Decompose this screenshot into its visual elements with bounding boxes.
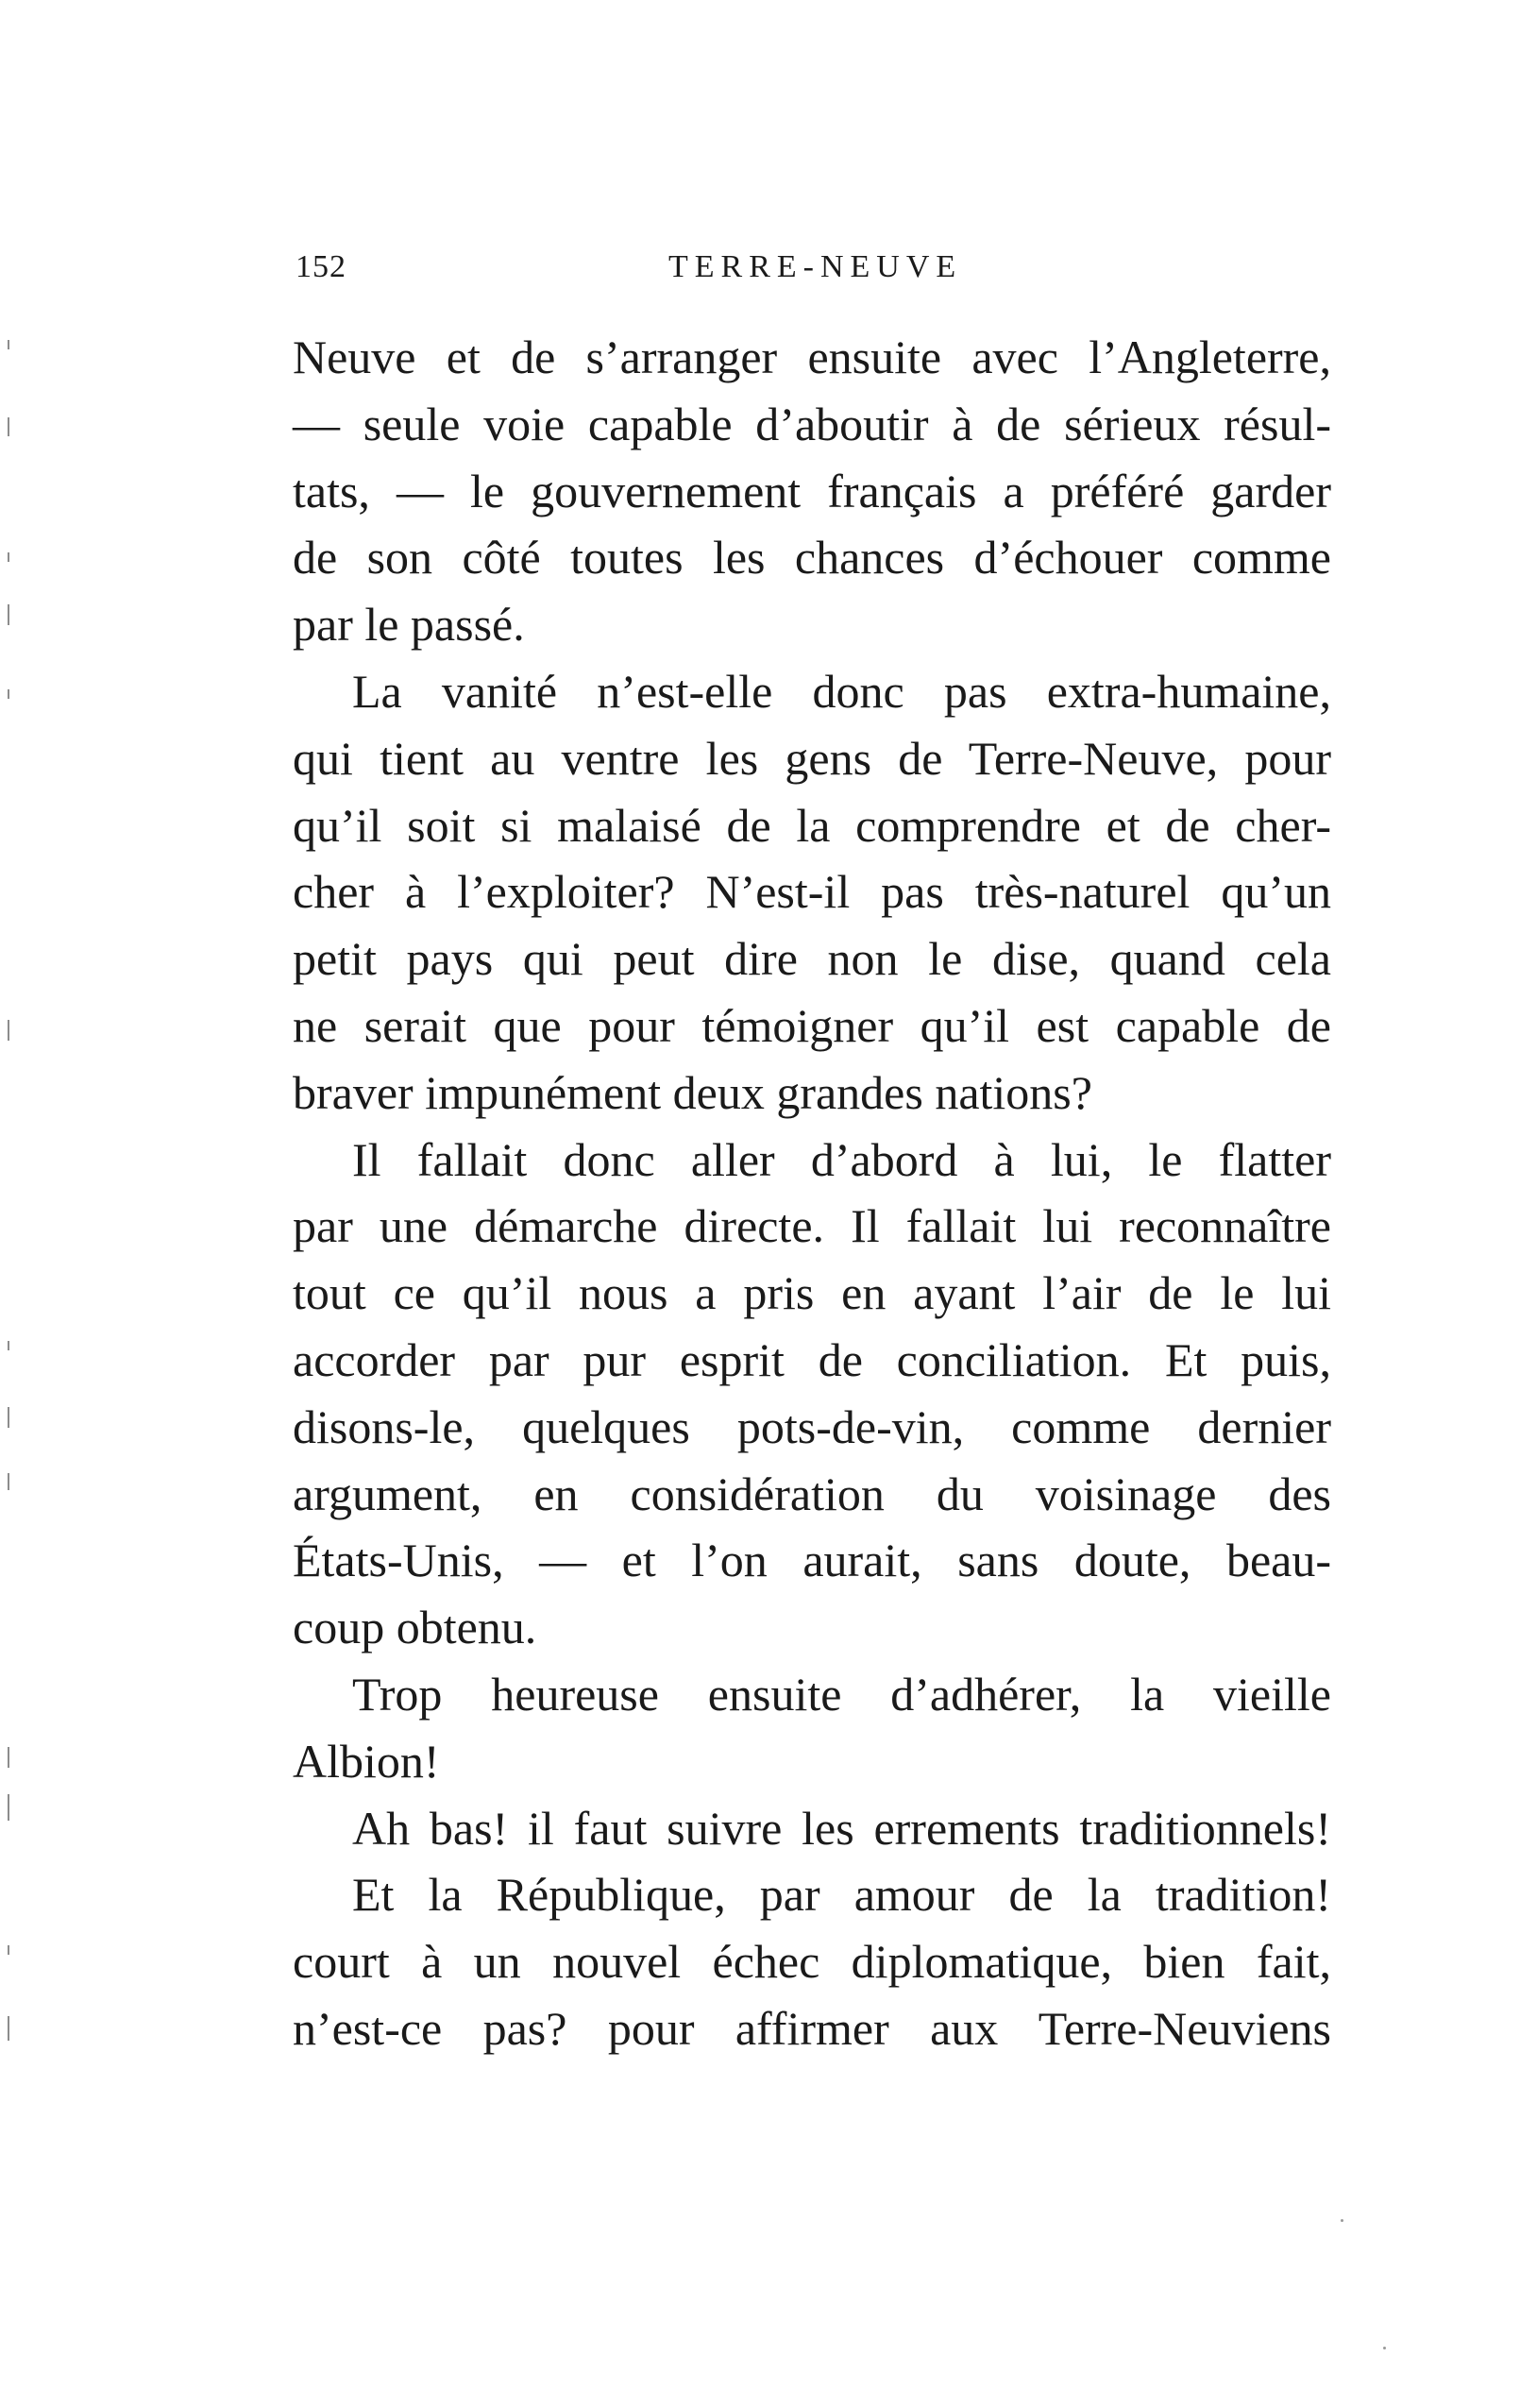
margin-tick — [8, 417, 9, 436]
text-line: tats, — le gouvernement français a préféré garder — [293, 464, 1331, 517]
margin-tick — [8, 1794, 9, 1821]
text-line: qu’il soit si malaisé de la comprendre et de cher- — [293, 798, 1331, 852]
scan-speck — [1383, 2347, 1386, 2349]
text-line: qui tient au ventre les gens de Terre-Neuve, pour — [293, 731, 1331, 785]
text-line: argument, en considération du voisinage des — [293, 1467, 1331, 1520]
margin-tick — [8, 1747, 9, 1768]
text-line: ne serait que pour témoigner qu’il est capable de — [293, 998, 1331, 1052]
text-line: Et la République, par amour de la tradition! — [352, 1868, 1331, 1922]
margin-tick — [8, 552, 9, 562]
margin-tick — [8, 2016, 9, 2041]
text-line: Ah bas! il faut suivre les errements traditionnels! — [352, 1801, 1331, 1855]
text-line: petit pays qui peut dire non le dise, quand cela — [293, 932, 1331, 986]
text-line: par une démarche directe. Il fallait lui reconnaître — [293, 1199, 1331, 1253]
text-line: cher à l’exploiter? N’est-il pas très-naturel qu’un — [293, 865, 1331, 919]
margin-tick — [8, 604, 9, 625]
text-line: braver impunément deux grandes nations? — [293, 1065, 1092, 1119]
text-line: coup obtenu. — [293, 1601, 537, 1654]
text-line: de son côté toutes les chances d’échouer comme — [293, 531, 1331, 585]
scan-speck — [1341, 2219, 1343, 2222]
text-line: n’est-ce pas? pour affirmer aux Terre-Neuviens — [293, 2001, 1331, 2055]
text-line: accorder par pur esprit de conciliation. Et puis, — [293, 1332, 1331, 1386]
page-number: 152 — [296, 249, 346, 284]
running-header — [296, 244, 1334, 291]
margin-tick — [8, 1407, 9, 1428]
margin-tick — [8, 1341, 9, 1350]
running-title: TERRE-NEUVE — [668, 249, 963, 284]
text-line: par le passé. — [293, 598, 525, 652]
body-text — [293, 324, 1331, 2062]
text-line: court à un nouvel échec diplomatique, bien fait, — [293, 1935, 1331, 1989]
margin-tick — [8, 1020, 9, 1041]
text-line: — seule voie capable d’aboutir à de sérieux résul- — [293, 397, 1331, 450]
text-line: tout ce qu’il nous a pris en ayant l’air de le lui — [293, 1266, 1331, 1320]
text-line: Il fallait donc aller d’abord à lui, le flatter — [352, 1132, 1331, 1186]
text-line: Neuve et de s’arranger ensuite avec l’Angleterre, — [293, 331, 1331, 383]
margin-tick — [8, 340, 9, 349]
margin-tick — [8, 1473, 9, 1490]
text-line: Albion! — [293, 1734, 440, 1788]
margin-scan-marks — [8, 340, 13, 2040]
margin-tick — [8, 1945, 9, 1955]
text-line: La vanité n’est-elle donc pas extra-humaine, — [352, 664, 1331, 718]
text-line: disons-le, quelques pots-de-vin, comme dernier — [293, 1399, 1331, 1453]
margin-tick — [8, 689, 9, 699]
text-line: Trop heureuse ensuite d’adhérer, la vieille — [352, 1667, 1331, 1721]
text-line: États-Unis, — et l’on aurait, sans doute, beau- — [293, 1534, 1331, 1587]
